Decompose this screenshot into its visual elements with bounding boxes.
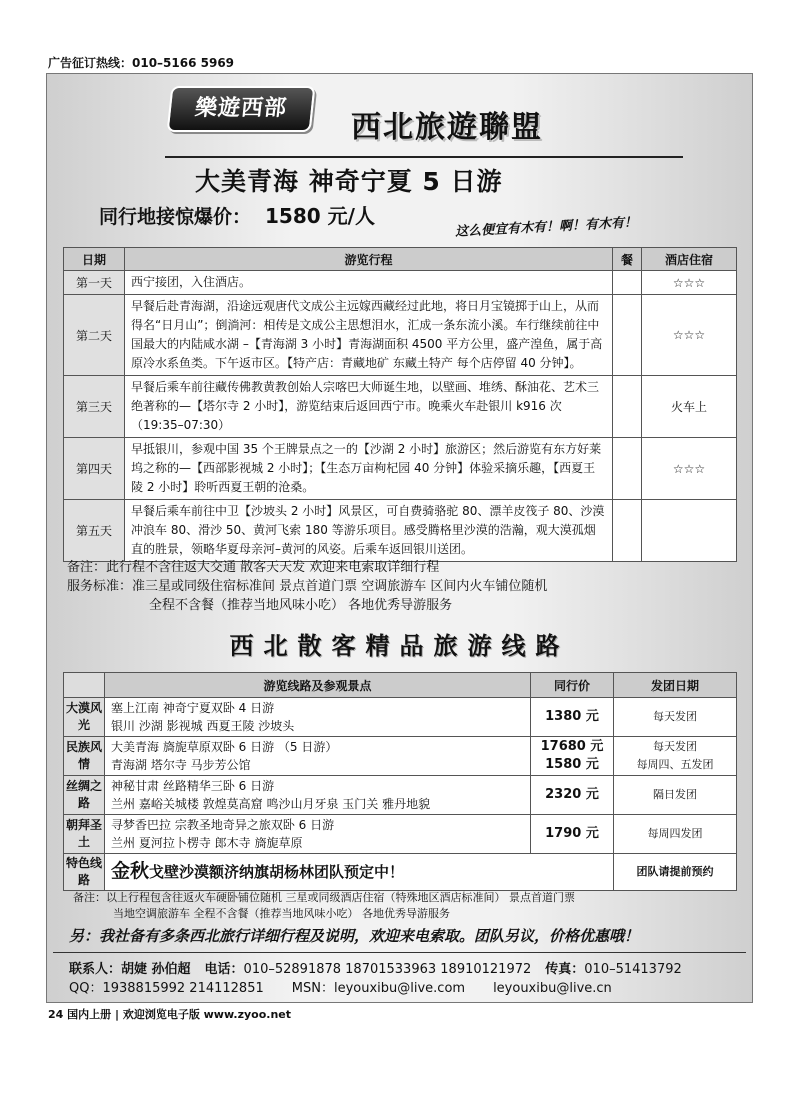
route-departure-value: 隔日发团 (653, 788, 697, 801)
route-category: 丝绸之路 (64, 776, 105, 815)
special-route-text: 戈壁沙漠额济纳旗胡杨林团队预定中！ (149, 863, 405, 881)
price-value: 1580 元/人 (265, 204, 375, 228)
route-departure-value: 团队请提前预约 (636, 865, 714, 878)
routes-section-title: 西北散客精品旅游线路 (229, 632, 570, 660)
fax-number: 010–51413792 (584, 962, 682, 977)
hotel-cell: ☆☆☆ (642, 295, 737, 376)
msn-address-2[interactable]: leyouxibu@live.cn (493, 981, 612, 996)
hotel-cell (642, 500, 737, 562)
day-label: 第四天 (64, 438, 125, 500)
route-price (531, 737, 614, 776)
meal-cell (613, 500, 642, 562)
route-category: 朝拜圣土 (64, 815, 105, 854)
header (47, 74, 752, 244)
contact-people: 联系人：胡婕 孙伯超 (69, 962, 191, 977)
route-price-value: 17680 元 (540, 739, 604, 754)
day-description: 西宁接团，入住酒店。 (125, 271, 613, 295)
route-departure-value: 每天发团 (653, 740, 697, 753)
day-description: 早餐后乘车前往藏传佛教黄教创始人宗喀巴大师诞生地，以壁画、堆绣、酥油花、艺术三绝著称的—【塔尔寺 2 小时】，游览结束后返回西宁市。晚乘火车赴银川 k916 次（19:35–07:30） (125, 376, 613, 438)
col-plan: 游览行程 (125, 248, 613, 271)
route-departure-value: 每周四发团 (647, 827, 703, 840)
advertisement-page (46, 73, 753, 1003)
service-line: 服务标准：准三星或同级住宿标准间 景点首道门票 空调旅游车 区间内火车铺位随机 (67, 579, 548, 594)
day-label: 第三天 (64, 376, 125, 438)
contact-divider (53, 952, 746, 953)
day-label: 第五天 (64, 500, 125, 562)
itinerary-table (63, 247, 737, 562)
route-description (105, 815, 531, 854)
col-route: 游览线路及参观景点 (105, 673, 531, 698)
route-price (531, 815, 614, 854)
route-departure-value-2: 每周四、五发团 (636, 758, 714, 771)
route-row (64, 815, 737, 854)
col-hotel: 酒店住宿 (642, 248, 737, 271)
day-description: 早抵银川，参观中国 35 个王牌景点之一的【沙湖 2 小时】旅游区；然后游览有东方好莱坞之称的—【西部影视城 2 小时】；【生态万亩枸杞园 40 分钟】体验采摘乐趣，【西夏王陵 2 小时】聆听西夏王朝的沧桑。 (125, 438, 613, 500)
day-description: 早餐后赴青海湖，沿途远观唐代文成公主远嫁西藏经过此地，将日月宝镜掷于山上，从而得名“日月山”；倒淌河：相传是文成公主思想泪水，汇成一条东流小溪。车行继续前往中国最大的内陆咸水湖 –【青海湖 3 小时】青海湖面积 4500 平方公里，盛产湟鱼，属于高原冷水系鱼类。下午返市区。【特产店：青藏地矿 东藏土特产 每个店停留 40 分钟】。 (125, 295, 613, 376)
itinerary-row (64, 376, 737, 438)
contact-line-1 (69, 960, 682, 979)
col-price: 同行价 (531, 673, 614, 698)
route-price-value-2: 1580 元 (545, 757, 599, 772)
ad-hotline: 广告征订热线：010–5166 5969 (48, 56, 235, 70)
tour-notes (67, 558, 547, 615)
msn-label: MSN： (291, 981, 334, 996)
col-date: 日期 (64, 248, 125, 271)
route-category: 民族风情 (64, 737, 105, 776)
day-label: 第一天 (64, 271, 125, 295)
day-label: 第二天 (64, 295, 125, 376)
extra-note: 另：我社备有多条西北旅行详细行程及说明，欢迎来电索取。团队另议，价格优惠哦！ (69, 927, 640, 945)
price-line (99, 200, 375, 229)
routes-notes (73, 890, 575, 922)
route-departure (614, 698, 737, 737)
route-name: 塞上江南 神奇宁夏双卧 4 日游 (111, 701, 275, 715)
route-sights: 兰州 嘉峪关城楼 敦煌莫高窟 鸣沙山月牙泉 玉门关 雅丹地貌 (111, 797, 431, 811)
route-description (105, 737, 531, 776)
route-price (531, 698, 614, 737)
route-category: 特色线路 (64, 854, 105, 891)
page-footer: 24 国内上册 | 欢迎浏览电子版 www.zyoo.net (48, 1008, 292, 1021)
routes-note-line: 备注：以上行程包含往返火车硬卧铺位随机 三星或同级酒店住宿（特殊地区酒店标准间） 景点首道门票 (73, 891, 575, 904)
meal-cell (613, 376, 642, 438)
phone-numbers: 010–52891878 18701533963 18910121972 (243, 962, 532, 977)
route-departure (614, 737, 737, 776)
route-row (64, 737, 737, 776)
route-departure-value: 每天发团 (653, 710, 697, 723)
route-name: 寻梦香巴拉 宗教圣地奇异之旅双卧 6 日游 (111, 818, 335, 832)
route-name: 大美青海 旖旎草原双卧 6 日游 （5 日游） (111, 740, 338, 754)
special-route-row (64, 854, 737, 891)
route-price (531, 776, 614, 815)
col-departure: 发团日期 (614, 673, 737, 698)
hotel-cell: ☆☆☆ (642, 271, 737, 295)
meal-cell (613, 295, 642, 376)
itinerary-row (64, 295, 737, 376)
msn-address[interactable]: leyouxibu@live.com (333, 981, 466, 996)
itinerary-row (64, 271, 737, 295)
logo: 樂遊西部 (167, 86, 316, 132)
route-price-value: 1380 元 (545, 709, 599, 724)
phone-label: 电话： (204, 962, 244, 977)
fax-label: 传真： (545, 962, 585, 977)
header-divider (165, 156, 683, 158)
contact-block (69, 960, 682, 998)
route-row (64, 698, 737, 737)
route-departure (614, 776, 737, 815)
route-description (105, 698, 531, 737)
route-row (64, 776, 737, 815)
col-meal: 餐 (613, 248, 642, 271)
route-departure (614, 815, 737, 854)
contact-line-2 (69, 979, 682, 998)
route-category: 大漠风光 (64, 698, 105, 737)
route-sights: 银川 沙湖 影视城 西夏王陵 沙坡头 (111, 719, 295, 733)
remark-line: 备注：此行程不含往返大交通 散客天天发 欢迎来电索取详细行程 (67, 560, 440, 575)
hotel-cell: 火车上 (642, 376, 737, 438)
tour-title: 大美青海 神奇宁夏 5 日游 (195, 167, 503, 196)
route-sights: 青海湖 塔尔寺 马步芳公馆 (111, 758, 251, 772)
alliance-name: 西北旅遊聯盟 (351, 110, 543, 145)
routes-header-row (64, 673, 737, 698)
route-name: 神秘甘肃 丝路精华三卧 6 日游 (111, 779, 275, 793)
itinerary-row (64, 500, 737, 562)
routes-note-line-2: 当地空调旅游车 全程不含餐（推荐当地风味小吃） 各地优秀导游服务 (113, 907, 450, 920)
qq-label: QQ： (69, 981, 103, 996)
service-line-2: 全程不含餐（推荐当地风味小吃） 各地优秀导游服务 (149, 598, 453, 613)
route-price-value: 1790 元 (545, 826, 599, 841)
slogan: 这么便宜有木有！啊！有木有！ (454, 215, 638, 240)
hotel-cell: ☆☆☆ (642, 438, 737, 500)
gold-autumn-label: 金秋 (111, 860, 150, 882)
route-price-value: 2320 元 (545, 787, 599, 802)
special-route-description (105, 854, 614, 891)
meal-cell (613, 271, 642, 295)
day-description: 早餐后乘车前往中卫【沙坡头 2 小时】风景区，可自费骑骆驼 80、漂羊皮筏子 80、沙漠冲浪车 80、滑沙 50、黄河飞索 180 等游乐项目。感受腾格里沙漠的浩瀚，观大漠孤烟直的胜景，领略华夏母亲河–黄河的风姿。后乘车返回银川送团。 (125, 500, 613, 562)
route-departure (614, 854, 737, 891)
qq-numbers: 1938815992 214112851 (102, 981, 264, 996)
routes-table (63, 672, 737, 891)
route-sights: 兰州 夏河拉卜楞寺 郎木寺 旖旎草原 (111, 836, 303, 850)
price-label: 同行地接惊爆价： (99, 206, 252, 228)
col-category (64, 673, 105, 698)
itinerary-header-row (64, 248, 737, 271)
route-description (105, 776, 531, 815)
itinerary-row (64, 438, 737, 500)
meal-cell (613, 438, 642, 500)
